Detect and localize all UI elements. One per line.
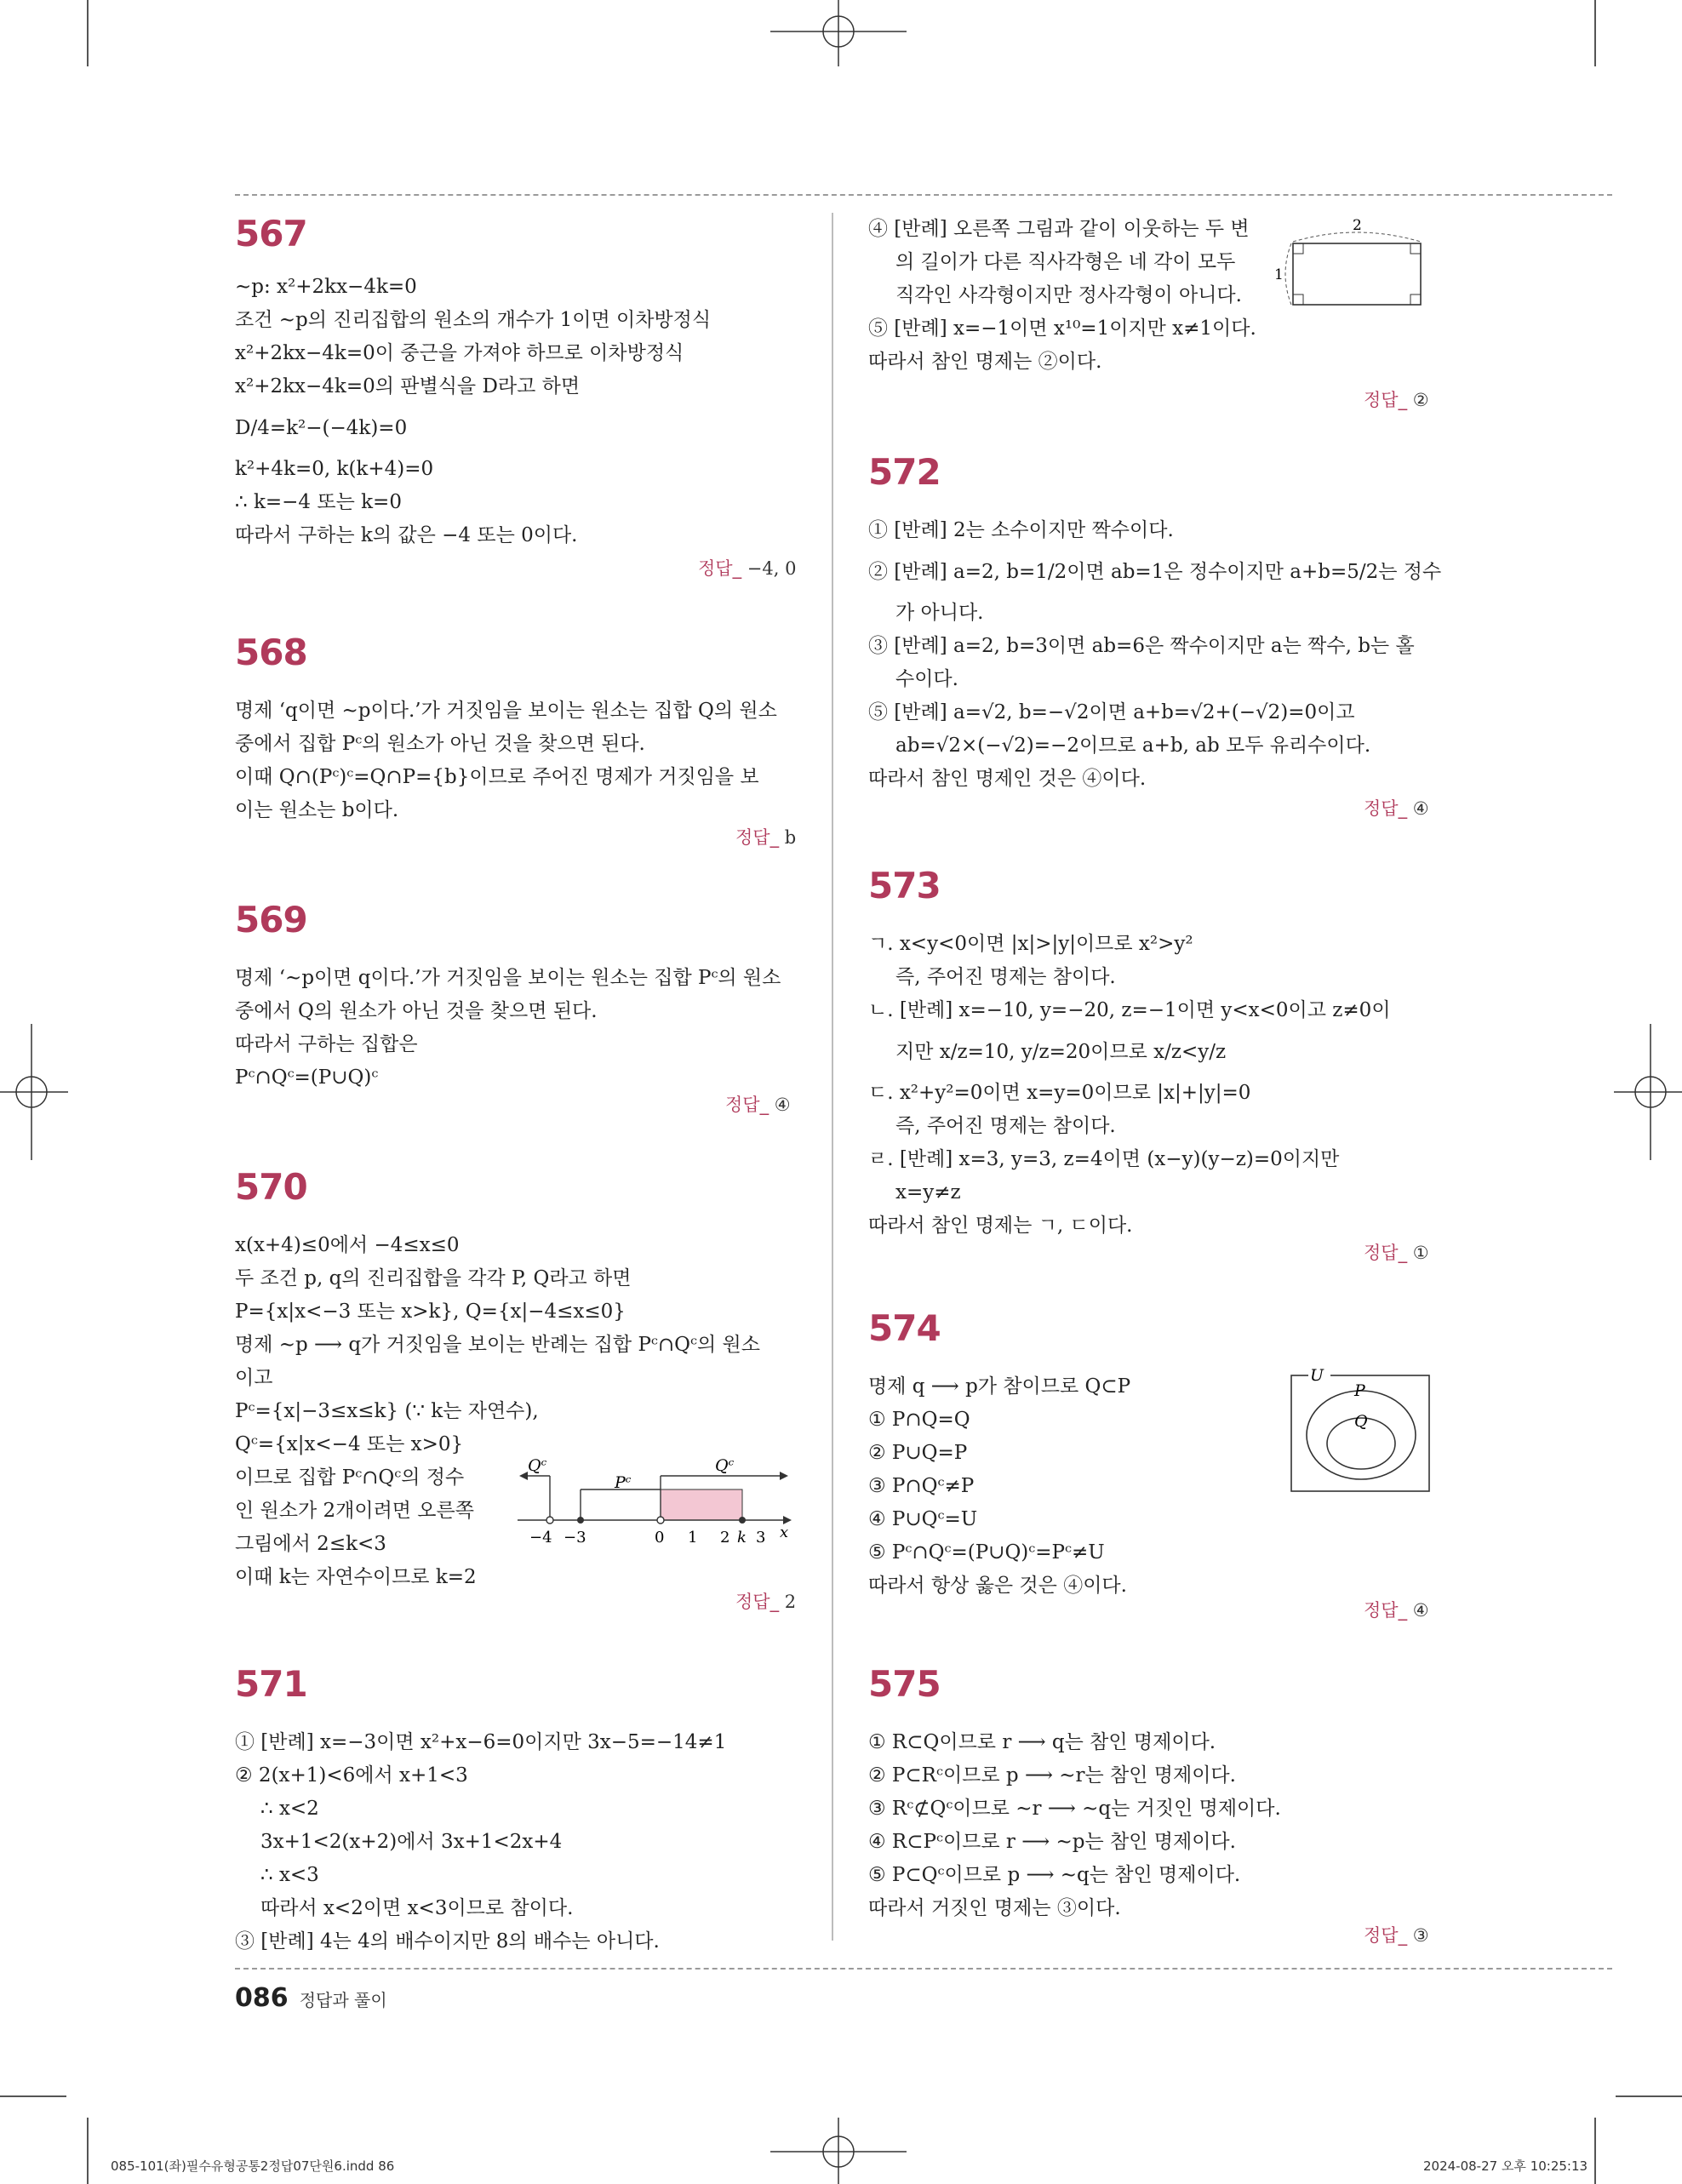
registration-mark-left [0,1024,68,1160]
solution-line: ∴ k=−4 또는 k=0 [235,491,402,513]
solution-line: x²+2kx−4k=0이 중근을 가져야 하므로 이차방정식 [235,342,684,364]
answer-570 [735,1588,796,1614]
solution-line: ㄱ. x<y<0이면 |x|>|y|이므로 x²>y² [868,933,1193,955]
problem-572 [868,451,1442,796]
problem-number: 568 [235,632,307,673]
problem-number: 575 [868,1663,941,1705]
answer-571 [1364,386,1429,412]
slug-filename: 085-101(좌)필수유형공통2정답07단원6.indd 86 [111,2158,395,2174]
problem-number: 569 [235,899,307,940]
solution-line: 명제 q ⟶ p가 참이므로 Q⊂P [868,1375,1131,1398]
solution-line: 중에서 Q의 원소가 아닌 것을 찾으면 된다. [235,1000,598,1022]
solution-region [661,1489,742,1520]
solution-line: 즉, 주어진 명제는 참이다. [895,1115,1116,1137]
solution-line: ⑤ P⊂Qᶜ이므로 p ⟶ ∼q는 참인 명제이다. [868,1864,1241,1886]
rectangle-diagram [1273,218,1434,312]
tick-label: k [737,1529,747,1547]
solution-line: ㄴ. [반례] x=−10, y=−20, z=−1이면 y<x<0이고 z≠0이 [868,999,1391,1021]
solution-line: ② P∪Q=P [868,1442,968,1464]
tick-label: 2 [720,1529,730,1547]
answer-label: 정답_ [735,827,780,848]
solution-line: 따라서 구하는 집합은 [235,1033,418,1055]
answer-value: ① [1412,1243,1429,1263]
solution-line: k²+4k=0, k(k+4)=0 [235,458,434,480]
answer-572 [1364,795,1429,820]
problem-number: 571 [235,1663,307,1705]
answer-575 [1364,1922,1429,1947]
solution-line: 따라서 x<2이면 x<3이므로 참이다. [260,1897,574,1919]
solution-line: ④ [반례] 오른쪽 그림과 같이 이웃하는 두 변 [868,218,1250,240]
solution-line: ∴ x<3 [260,1864,319,1886]
crop-mark [1594,0,1596,66]
rectangle [1293,243,1421,305]
solution-line: 따라서 참인 명제는 ②이다. [868,351,1102,373]
solution-line: ③ P∩Qᶜ≠P [868,1475,975,1497]
solution-line: 명제 ‘∼p이면 q이다.’가 거짓임을 보이는 원소는 집합 Pᶜ의 원소 [235,967,781,989]
answer-label: 정답_ [725,1095,769,1115]
crop-mark [87,0,89,66]
venn-label: U [1310,1366,1324,1385]
solution-line: ③ Rᶜ⊄Qᶜ이므로 ∼r ⟶ ∼q는 거짓인 명제이다. [868,1798,1281,1820]
solution-line: 따라서 참인 명제인 것은 ④이다. [868,768,1147,790]
answer-value: ④ [1412,1600,1429,1621]
venn-diagram [1290,1365,1431,1493]
solution-line: 이고 [235,1367,273,1389]
solution-line: Pᶜ∩Qᶜ=(P∪Q)ᶜ [235,1066,379,1089]
answer-value: b [784,827,797,848]
top-divider [235,194,1612,196]
solution-line: ab=√2×(−√2)=−2이므로 a+b, ab 모두 유리수이다. [895,735,1371,757]
solution-line: 그림에서 2≤k<3 [235,1533,386,1555]
solution-line: x(x+4)≤0에서 −4≤x≤0 [235,1234,460,1256]
height-label: 1 [1274,266,1284,283]
problem-573 [868,865,1430,1243]
number-line-diagram [511,1454,800,1547]
solution-line: x=y≠z [895,1181,961,1203]
solution-line: ㄷ. x²+y²=0이면 x=y=0이므로 |x|+|y|=0 [868,1082,1251,1104]
solution-line: 명제 ∼p ⟶ q가 거짓임을 보이는 반례는 집합 Pᶜ∩Qᶜ의 원소 [235,1334,760,1356]
solution-line: Pᶜ={x|−3≤x≤k} (∵ k는 자연수), [235,1400,539,1422]
venn-label: Q [1354,1412,1368,1431]
problem-575 [868,1663,1430,1925]
answer-574 [1364,1597,1429,1622]
problem-number: 570 [235,1166,307,1208]
answer-label: 정답_ [1364,1243,1408,1263]
solution-line: 인 원소가 2개이려면 오른쪽 [235,1500,474,1522]
solution-line: 따라서 구하는 k의 값은 −4 또는 0이다. [235,524,578,546]
solution-line: ① [반례] x=−3이면 x²+x−6=0이지만 3x−5=−14≠1 [235,1731,727,1753]
solution-line: ⑤ [반례] a=√2, b=−√2이면 a+b=√2+(−√2)=0이고 [868,701,1355,723]
answer-label: 정답_ [1364,1925,1408,1946]
solution-line: 직각인 사각형이지만 정사각형이 아니다. [895,284,1242,306]
solution-line: ② 2(x+1)<6에서 x+1<3 [235,1764,468,1787]
problem-571 [235,1663,797,1958]
solution-line: ④ R⊂Pᶜ이므로 r ⟶ ∼p는 참인 명제이다. [868,1831,1236,1853]
registration-mark-right [1614,1024,1682,1160]
slug-timestamp: 2024-08-27 오후 10:25:13 [1423,2158,1588,2174]
registration-mark-bottom [770,2118,907,2184]
width-label: 2 [1353,218,1362,234]
problem-568 [235,632,797,827]
tick-label: 1 [688,1529,698,1547]
answer-label: 정답_ [1364,798,1408,819]
solution-line: 수이다. [895,668,958,690]
solution-line: ∴ x<2 [260,1798,319,1820]
solution-line: 의 길이가 다른 직사각형은 네 각이 모두 [895,251,1236,273]
diagram-label: Qᶜ [715,1456,735,1475]
solution-line: 이므로 집합 Pᶜ∩Qᶜ의 정수 [235,1466,465,1489]
page-footer [235,1983,387,2013]
problem-569 [235,899,797,1095]
answer-label: 정답_ [1364,390,1408,410]
answer-value: ② [1412,390,1429,410]
solution-line: 따라서 거짓인 명제는 ③이다. [868,1897,1121,1919]
problem-number: 574 [868,1307,941,1349]
tick-label: 0 [655,1529,665,1547]
section-title: 정답과 풀이 [299,1990,387,2010]
answer-value: 2 [784,1592,797,1612]
crop-mark [87,2118,89,2184]
problem-number: 572 [868,451,941,493]
solution-line: x²+2kx−4k=0의 판별식을 D라고 하면 [235,375,581,397]
answer-568 [735,824,796,849]
crop-mark [1594,2118,1596,2184]
solution-line: D/4=k²−(−4k)=0 [235,417,408,439]
answer-value: −4, 0 [747,558,797,579]
solution-line: ④ P∪Qᶜ=U [868,1508,978,1530]
solution-line: ∼p: x²+2kx−4k=0 [235,276,417,298]
solution-line: 가 아니다. [895,602,984,624]
answer-567 [698,555,796,580]
solution-line: 중에서 집합 Pᶜ의 원소가 아닌 것을 찾으면 된다. [235,733,645,755]
tick-label: 3 [756,1529,766,1547]
solution-line: ③ [반례] a=2, b=3이면 ab=6은 짝수이지만 a는 짝수, b는 홀 [868,635,1415,657]
solution-line: ⑤ [반례] x=−1이면 x¹⁰=1이지만 x≠1이다. [868,317,1256,340]
open-point [546,1517,553,1524]
solution-line: 두 조건 p, q의 진리집합을 각각 P, Q라고 하면 [235,1267,632,1289]
solution-line: 명제 ‘q이면 ∼p이다.’가 거짓임을 보이는 원소는 집합 Q의 원소 [235,700,777,722]
answer-value: ③ [1412,1925,1429,1946]
diagram-label: Qᶜ [528,1456,547,1475]
closed-point [739,1517,746,1524]
tick-label: x [780,1524,789,1541]
closed-point [577,1517,584,1524]
problem-number: 573 [868,865,941,906]
solution-line: 이때 Q∩(Pᶜ)ᶜ=Q∩P={b}이므로 주어진 명제가 거짓임을 보 [235,766,759,788]
solution-line: 조건 ∼p의 진리집합의 원소의 개수가 1이면 이차방정식 [235,309,712,331]
set-p [1307,1391,1416,1479]
problem-number: 567 [235,213,307,254]
solution-line: 이는 원소는 b이다. [235,799,399,821]
solution-line: ㄹ. [반례] x=3, y=3, z=4이면 (x−y)(y−z)=0이지만 [868,1148,1340,1170]
problem-567 [235,213,797,552]
answer-value: ④ [1412,798,1429,819]
solution-line: ② [반례] a=2, b=1/2이면 ab=1은 정수이지만 a+b=5/2는 정수 [868,561,1442,583]
bottom-divider [235,1968,1612,1970]
crop-mark [0,2095,66,2097]
answer-label: 정답_ [698,558,742,579]
solution-line: ③ [반례] 4는 4의 배수이지만 8의 배수는 아니다. [235,1930,660,1952]
answer-569 [725,1091,791,1117]
answer-label: 정답_ [735,1592,780,1612]
open-point [657,1517,664,1524]
page-number: 086 [235,1983,289,2013]
registration-mark-top [770,0,907,68]
solution-line: 즉, 주어진 명제는 참이다. [895,966,1116,988]
crop-mark [1616,2095,1682,2097]
solution-line: ⑤ Pᶜ∩Qᶜ=(P∪Q)ᶜ=Pᶜ≠U [868,1541,1105,1564]
answer-573 [1364,1239,1429,1265]
solution-line: ① [반례] 2는 소수이지만 짝수이다. [868,519,1174,541]
solution-line: ① R⊂Q이므로 r ⟶ q는 참인 명제이다. [868,1731,1216,1753]
solution-line: ② P⊂Rᶜ이므로 p ⟶ ∼r는 참인 명제이다. [868,1764,1236,1787]
solution-line: 이때 k는 자연수이므로 k=2 [235,1566,477,1588]
solution-line: Qᶜ={x|x<−4 또는 x>0} [235,1433,464,1455]
solution-line: P={x|x<−3 또는 x>k}, Q={x|−4≤x≤0} [235,1301,626,1323]
venn-label: P [1354,1381,1365,1400]
tick-label: −4 [529,1529,552,1547]
column-divider [832,213,833,1941]
answer-value: ④ [774,1095,791,1115]
solution-line: 따라서 항상 옳은 것은 ④이다. [868,1575,1127,1597]
solution-line: 따라서 참인 명제는 ㄱ, ㄷ이다. [868,1215,1133,1237]
solution-line: 지만 x/z=10, y/z=20이므로 x/z<y/z [895,1041,1227,1063]
solution-line: ① P∩Q=Q [868,1409,970,1431]
diagram-label: Pᶜ [615,1473,632,1492]
solution-line: 3x+1<2(x+2)에서 3x+1<2x+4 [260,1831,563,1853]
tick-label: −3 [564,1529,586,1547]
answer-label: 정답_ [1364,1600,1408,1621]
